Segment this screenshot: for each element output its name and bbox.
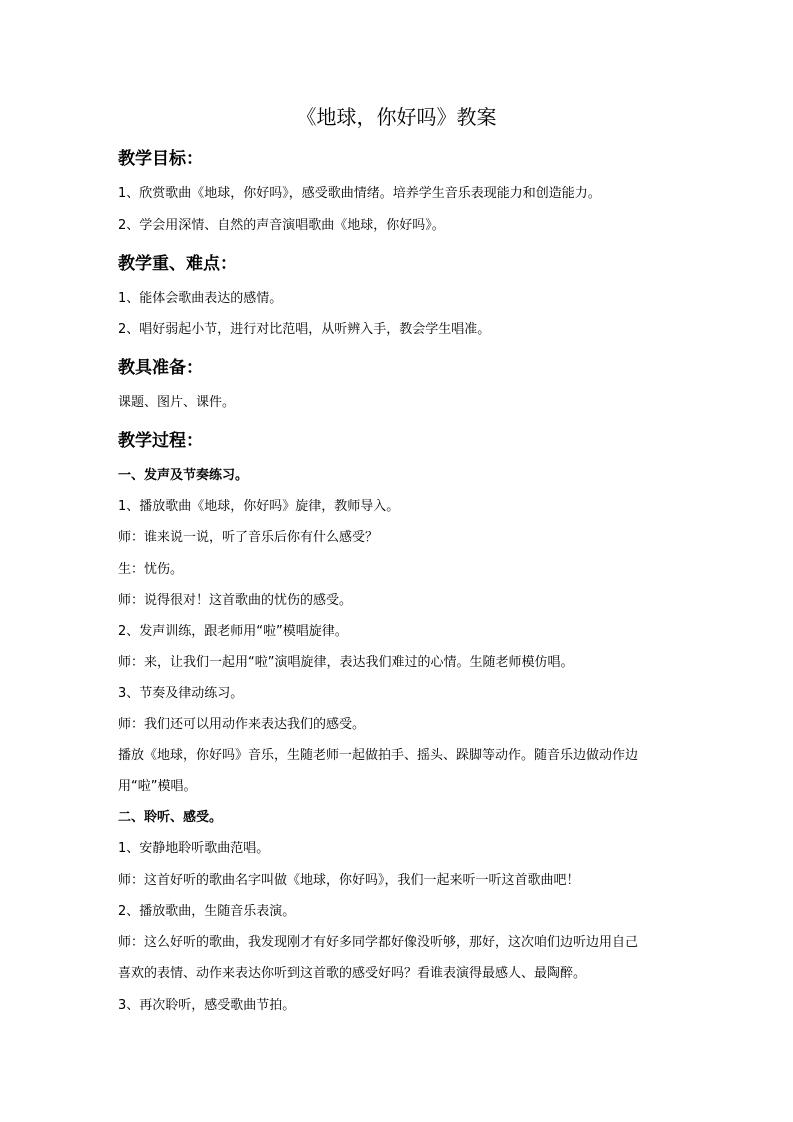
paragraph-line: 生：忧伤。 bbox=[118, 562, 184, 577]
paragraph-line: 1、安静地聆听歌曲范唱。 bbox=[118, 841, 270, 856]
section-heading-key-points: 教学重、难点： bbox=[118, 254, 237, 274]
paragraph-line: 用“啦”模唱。 bbox=[118, 779, 197, 794]
document-title: 《地球，你好吗》教案 bbox=[296, 105, 497, 129]
section-heading-materials: 教具准备： bbox=[118, 358, 203, 378]
paragraph-line: 1、播放歌曲《地球，你好吗》旋律，教师导入。 bbox=[118, 499, 400, 514]
paragraph-line: 课题、图片、课件。 bbox=[118, 395, 236, 410]
paragraph-line: 1、能体会歌曲表达的感情。 bbox=[118, 291, 283, 306]
section-heading-process: 教学过程： bbox=[118, 431, 203, 451]
subheading-part-two: 二、聆听、感受。 bbox=[118, 810, 223, 825]
paragraph-line: 2、唱好弱起小节，进行对比范唱，从听辨入手，教会学生唱准。 bbox=[118, 322, 491, 337]
paragraph-line: 3、节奏及律动练习。 bbox=[118, 686, 244, 701]
paragraph-line: 3、再次聆听，感受歌曲节拍。 bbox=[118, 998, 296, 1013]
section-heading-objectives: 教学目标： bbox=[118, 149, 203, 169]
paragraph-line: 师：来，让我们一起用“啦”演唱旋律，表达我们难过的心情。生随老师模仿唱。 bbox=[118, 655, 574, 670]
paragraph-line: 师：我们还可以用动作来表达我们的感受。 bbox=[118, 717, 366, 732]
paragraph-line: 2、发声训练，跟老师用“啦”模唱旋律。 bbox=[118, 624, 348, 639]
subheading-part-one: 一、发声及节奏练习。 bbox=[118, 468, 249, 483]
paragraph-line: 师：这么好听的歌曲，我发现刚才有好多同学都好像没听够，那好，这次咱们边听边用自己 bbox=[118, 935, 639, 950]
paragraph-line: 播放《地球，你好吗》音乐，生随老师一起做拍手、摇头、跺脚等动作。随音乐边做动作边 bbox=[118, 748, 639, 763]
paragraph-line: 1、欣赏歌曲《地球，你好吗》，感受歌曲情绪。培养学生音乐表现能力和创造能力。 bbox=[118, 186, 601, 201]
paragraph-line: 师：谁来说一说，听了音乐后你有什么感受？ bbox=[118, 530, 379, 545]
paragraph-line: 师：说得很对！这首歌曲的忧伤的感受。 bbox=[118, 593, 353, 608]
paragraph-line: 喜欢的表情、动作来表达你听到这首歌的感受好吗？看谁表演得最感人、最陶醉。 bbox=[118, 966, 587, 981]
paragraph-line: 2、播放歌曲，生随音乐表演。 bbox=[118, 904, 296, 919]
paragraph-line: 2、学会用深情、自然的声音演唱歌曲《地球，你好吗》。 bbox=[118, 218, 445, 233]
paragraph-line: 师：这首好听的歌曲名字叫做《地球，你好吗》，我们一起来听一听这首歌曲吧！ bbox=[118, 873, 580, 888]
